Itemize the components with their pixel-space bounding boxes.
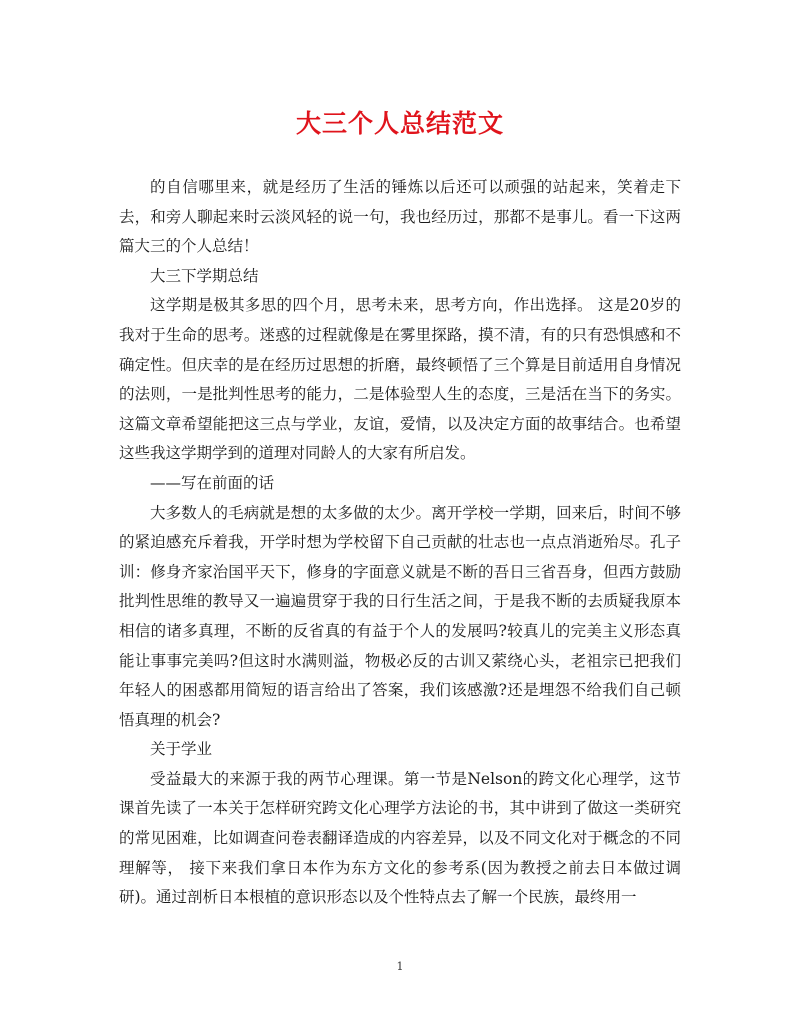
paragraph-semester-reflection: 这学期是极其多思的四个月，思考未来，思考方向，作出选择。 这是20岁的我对于生命的思考。迷惑的过程就像是在雾里探路，摸不清，有的只有恐惧感和不确定性。但庆幸的是在经历过思想的折磨，最终顿悟了三个算是目前适用自身情况的法则，一是批判性思考的能力，二是体验型人生的态度，三是活在当下的务实。这篇文章希望能把这三点与学业，友谊，爱情，以及决定方面的故事结合。也希望这些我这学期学到的道理对同龄人的大家有所启发。 [119,296,681,463]
page-number: 1 [396,960,404,973]
paragraph-psychology-course: 受益最大的来源于我的两节心理课。第一节是Nelson的跨文化心理学，这节课首先读了一本关于怎样研究跨文化心理学方法论的书，其中讲到了做这一类研究的常见困难，比如调查问卷表翻译造成的内容差异，以及不同文化对于概念的不同理解等， 接下来我们拿日本作为东方文化的参考系(因为教授之前去日本做过调研)。通过剖析日本根植的意识形态以及个性特点去了解一个民族，最终用一 [119,769,681,907]
paragraph-foreword-signature: ——写在前面的话 [150,473,275,492]
paragraph-thinking-too-much: 大多数人的毛病就是想的太多做的太少。离开学校一学期，回来后，时间不够的紧迫感充斥着我，开学时想为学校留下自己贡献的壮志也一点点消逝殆尽。孔子训：修身齐家治国平天下，修身的字面意义就是不断的吾日三省吾身，但西方鼓励批判性思维的教导又一遍遍贯穿于我的日行生活之间，于是我不断的去质疑我原本相信的诸多真理，不断的反省真的有益于个人的发展吗?较真儿的完美主义形态真能让事事完美吗?但这时水满则溢，物极必反的古训又萦绕心头，老祖宗已把我们年轻人的困惑都用简短的语言给出了答案，我们该感激?还是埋怨不给我们自己顿悟真理的机会? [119,503,681,729]
section-heading-semester-summary: 大三下学期总结 [150,266,259,285]
page-title: 大三个人总结范文 [295,109,504,138]
section-heading-academics: 关于学业 [150,740,213,759]
document-body [119,173,681,913]
paragraph-intro: 的自信哪里来，就是经历了生活的锤炼以后还可以顽强的站起来，笑着走下去，和旁人聊起来时云淡风轻的说一句，我也经历过，那都不是事儿。看一下这两篇大三的个人总结！ [119,178,681,256]
